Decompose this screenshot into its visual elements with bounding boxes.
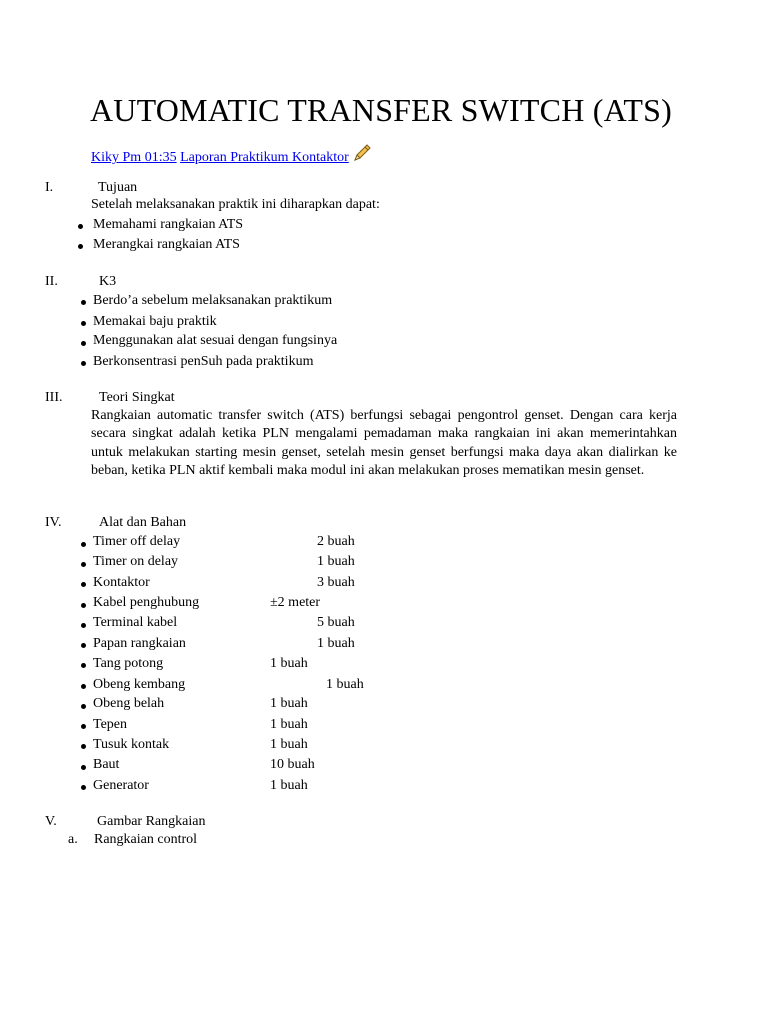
list-item: Berkonsentrasi penSuh pada praktikum [93,354,314,369]
section-2-number: II. [45,274,58,289]
section-1-intro: Setelah melaksanakan praktik ini diharapkan dapat: [91,197,380,212]
list-item: Berdo’a sebelum melaksanakan praktikum [93,293,333,308]
material-qty: 1 buah [317,636,355,651]
author-name: Kiky Pm [91,150,142,165]
pencil-edit-icon[interactable] [352,143,372,168]
bullet [81,542,86,547]
bullet [81,785,86,790]
bullet [81,724,86,729]
section-4-heading: Alat dan Bahan [99,515,187,530]
section-4-number: IV. [45,515,62,530]
bullet [81,341,86,346]
material-name: Obeng belah [93,696,165,711]
material-name: Kontaktor [93,575,150,590]
bullet [81,603,86,608]
bullet [81,663,86,668]
material-qty: 1 buah [317,554,355,569]
bullet [81,321,86,326]
material-qty: 2 buah [317,534,355,549]
section-5-number: V. [45,814,57,829]
list-item: Memakai baju praktik [93,314,217,329]
material-qty: 5 buah [317,615,355,630]
list-item: Memahami rangkaian ATS [93,217,244,232]
material-name: Tang potong [93,656,164,671]
material-qty: 1 buah [270,778,308,793]
bullet [81,300,86,305]
label-link[interactable]: Laporan Praktikum Kontaktor [180,150,349,165]
theory-paragraph: Rangkaian automatic transfer switch (ATS) berfungsi sebagai pengontrol genset. Dengan cara kerja secara singkat adalah ketika PLN mengalami pemadaman maka rangkaian ini akan memerintahkan untuk melakukan starting mesin genset, setelah mesin genset berfungsi maka daya akan dialirkan ke beban, ketika PLN aktif kembali maka modul ini akan melakukan proses mematikan mesin genset. [91,408,677,478]
section-1-heading: Tujuan [98,180,138,195]
material-name: Terminal kabel [93,615,178,630]
section-5-heading: Gambar Rangkaian [97,814,206,829]
material-qty: 1 buah [270,696,308,711]
bullet [78,244,83,249]
material-qty: 1 buah [270,737,308,752]
bullet [81,684,86,689]
list-item: Merangkai rangkaian ATS [93,237,240,252]
document-title: AUTOMATIC TRANSFER SWITCH (ATS) [90,92,672,128]
material-qty: 1 buah [326,677,364,692]
material-qty: 3 buah [317,575,355,590]
subsection-marker: a. [68,832,78,847]
bullet [81,765,86,770]
post-meta [91,143,372,168]
subsection-label: Rangkaian control [94,832,198,847]
bullet [81,704,86,709]
post-time: 01:35 [144,150,177,165]
section-3-number: III. [45,390,63,405]
author-time-link[interactable] [91,150,177,165]
bullet [81,744,86,749]
material-name: Generator [93,778,149,793]
section-3-heading: Teori Singkat [99,390,175,405]
material-qty: 1 buah [270,717,308,732]
material-name: Baut [93,757,120,772]
material-name: Tusuk kontak [93,737,170,752]
bullet [81,361,86,366]
material-name: Timer off delay [93,534,181,549]
material-qty: 10 buah [270,757,315,772]
section-1-number: I. [45,180,54,195]
material-qty: ±2 meter [270,595,321,610]
material-name: Timer on delay [93,554,179,569]
bullet [81,562,86,567]
material-name: Tepen [93,717,128,732]
material-name: Papan rangkaian [93,636,186,651]
bullet [81,643,86,648]
list-item: Menggunakan alat sesuai dengan fungsinya [93,333,338,348]
material-name: Kabel penghubung [93,595,200,610]
material-name: Obeng kembang [93,677,186,692]
material-qty: 1 buah [270,656,308,671]
bullet [78,224,83,229]
bullet [81,623,86,628]
section-2-heading: K3 [99,274,117,289]
bullet [81,582,86,587]
